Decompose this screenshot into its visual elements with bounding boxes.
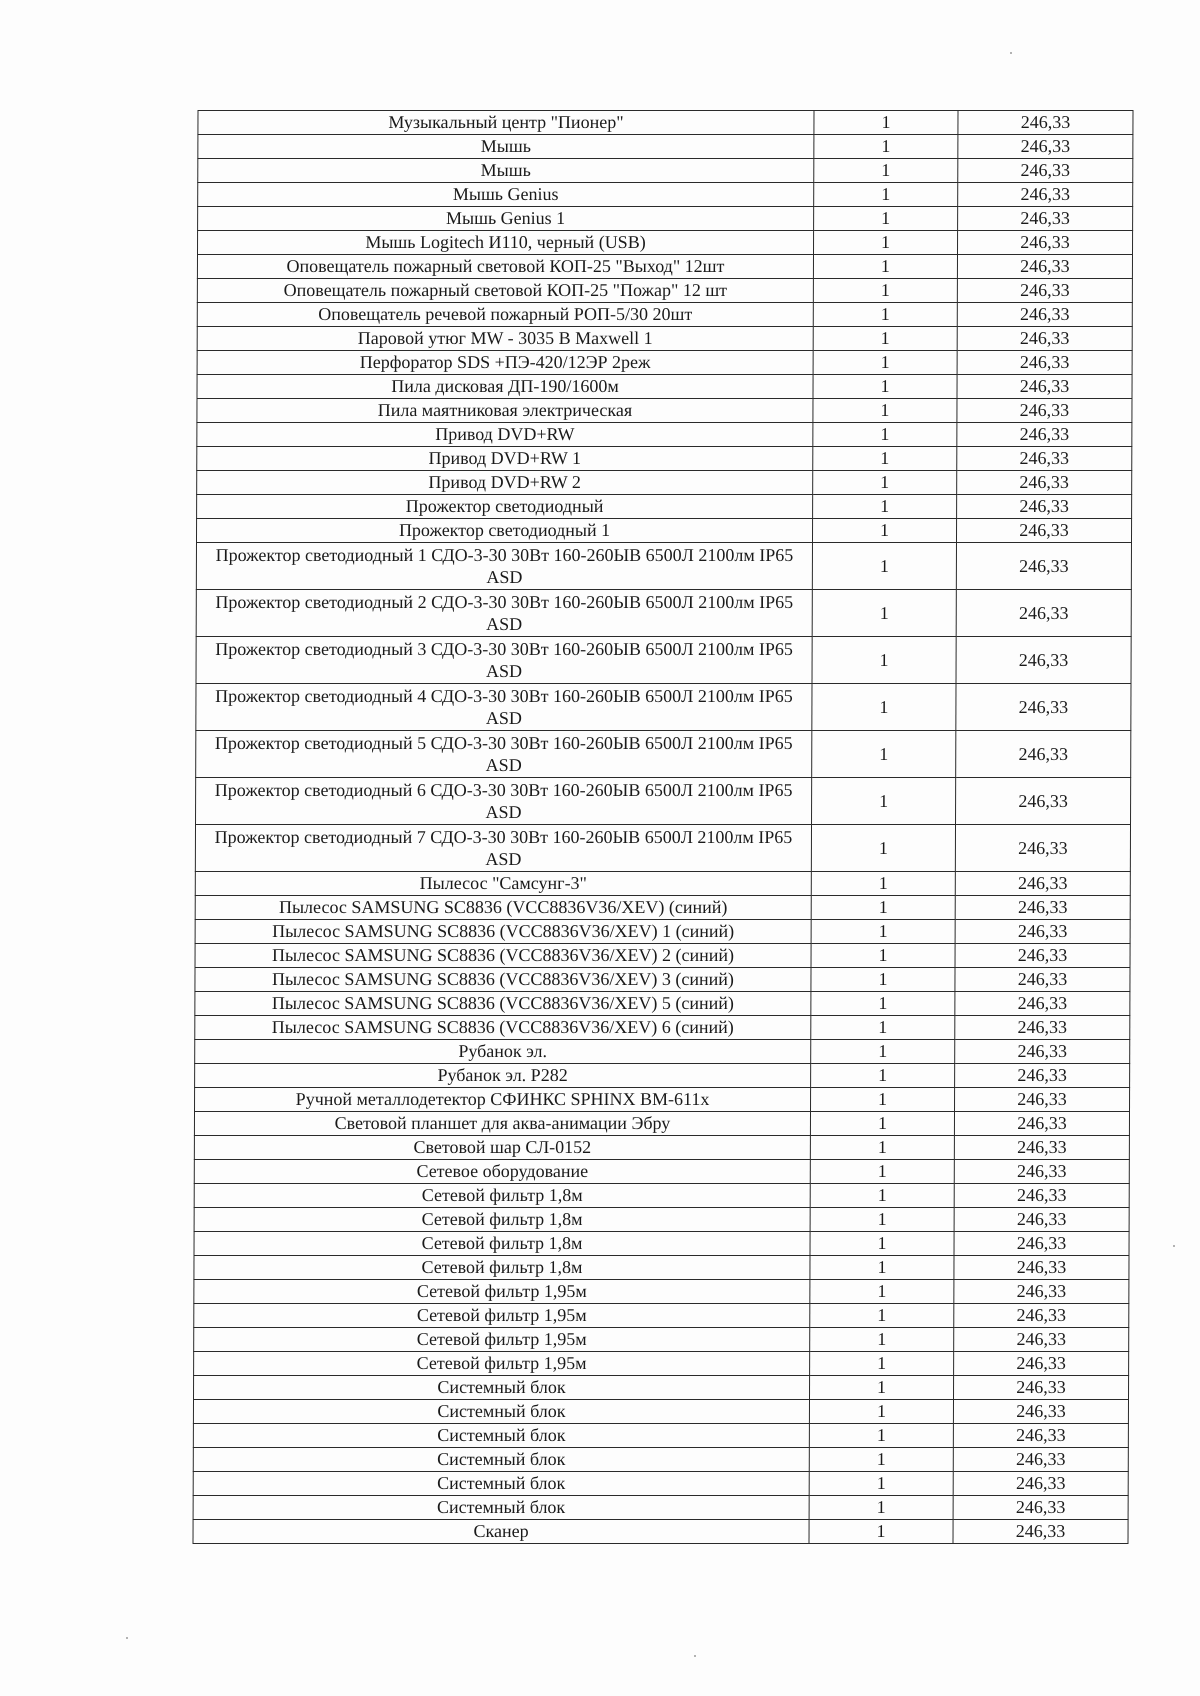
- table-row: [195, 1040, 1130, 1064]
- value-cell: 246,33: [957, 303, 1132, 327]
- value-cell: 246,33: [954, 1136, 1129, 1160]
- item-name-cell: Оповещатель пожарный световой КОП-25 "Выход" 12шт: [197, 255, 813, 279]
- item-name-cell: Сетевое оборудование: [194, 1160, 810, 1184]
- quantity-cell: 1: [813, 327, 957, 351]
- table-row: [193, 1472, 1128, 1496]
- value-cell: 246,33: [954, 1208, 1129, 1232]
- item-name-cell: Световой планшет для аква-анимации Эбру: [194, 1112, 810, 1136]
- item-name-cell: Прожектор светодиодный 2 СДО-3-30 30Вт 160-260ЫВ 6500Л 2100лм IP65 ASD: [196, 590, 812, 637]
- quantity-cell: 1: [811, 825, 955, 872]
- quantity-cell: 1: [811, 944, 955, 968]
- quantity-cell: 1: [810, 1184, 954, 1208]
- item-name-cell: Пылесос SAMSUNG SC8836 (VCC8836V36/XEV) 3 (синий): [195, 968, 811, 992]
- item-name-cell: Сетевой фильтр 1,95м: [194, 1304, 810, 1328]
- value-cell: 246,33: [954, 1232, 1129, 1256]
- item-name-cell: Сетевой фильтр 1,95м: [194, 1328, 810, 1352]
- table-row: [195, 968, 1130, 992]
- table-row: [193, 1448, 1128, 1472]
- value-cell: 246,33: [955, 1040, 1130, 1064]
- item-name-cell: Сканер: [193, 1520, 809, 1544]
- value-cell: 246,33: [953, 1424, 1128, 1448]
- quantity-cell: 1: [812, 637, 956, 684]
- table-row: [198, 207, 1133, 231]
- quantity-cell: 1: [811, 872, 955, 896]
- table-row: [197, 399, 1132, 423]
- table-row: [197, 423, 1132, 447]
- table-row: [197, 495, 1132, 519]
- table-row: [197, 351, 1132, 375]
- quantity-cell: 1: [811, 896, 955, 920]
- item-name-cell: Музыкальный центр "Пионер": [198, 111, 814, 135]
- value-cell: 246,33: [953, 1448, 1128, 1472]
- quantity-cell: 1: [810, 1232, 954, 1256]
- table-row: [195, 1064, 1130, 1088]
- item-name-cell: Прожектор светодиодный 1: [196, 519, 812, 543]
- value-cell: 246,33: [956, 543, 1131, 590]
- quantity-cell: 1: [810, 1328, 954, 1352]
- quantity-cell: 1: [812, 684, 956, 731]
- quantity-cell: 1: [813, 303, 957, 327]
- table-row: [194, 1256, 1129, 1280]
- quantity-cell: 1: [814, 111, 958, 135]
- scan-speck: [126, 1637, 128, 1639]
- quantity-cell: 1: [809, 1400, 953, 1424]
- value-cell: 246,33: [954, 1256, 1129, 1280]
- table-row: [196, 637, 1131, 684]
- item-name-cell: Сетевой фильтр 1,8м: [194, 1184, 810, 1208]
- item-name-cell: Системный блок: [193, 1496, 809, 1520]
- value-cell: 246,33: [953, 1496, 1128, 1520]
- quantity-cell: 1: [811, 1016, 955, 1040]
- item-name-cell: Пылесос SAMSUNG SC8836 (VCC8836V36/XEV) 5 (синий): [195, 992, 811, 1016]
- item-name-cell: Сетевой фильтр 1,95м: [194, 1280, 810, 1304]
- value-cell: 246,33: [956, 519, 1131, 543]
- table-row: [196, 590, 1131, 637]
- value-cell: 246,33: [958, 111, 1133, 135]
- item-name-cell: Мышь Genius: [198, 183, 814, 207]
- table-row: [197, 231, 1132, 255]
- value-cell: 246,33: [955, 992, 1130, 1016]
- table-row: [198, 135, 1133, 159]
- quantity-cell: 1: [809, 1448, 953, 1472]
- value-cell: 246,33: [957, 471, 1132, 495]
- item-name-cell: Прожектор светодиодный 3 СДО-3-30 30Вт 160-260ЫВ 6500Л 2100лм IP65 ASD: [196, 637, 812, 684]
- value-cell: 246,33: [956, 684, 1131, 731]
- value-cell: 246,33: [957, 231, 1132, 255]
- table-row: [193, 1400, 1128, 1424]
- table-row: [197, 375, 1132, 399]
- table-row: [195, 992, 1130, 1016]
- value-cell: 246,33: [954, 1280, 1129, 1304]
- value-cell: 246,33: [957, 375, 1132, 399]
- item-name-cell: Прожектор светодиодный 4 СДО-3-30 30Вт 160-260ЫВ 6500Л 2100лм IP65 ASD: [196, 684, 812, 731]
- scan-speck: [1173, 1245, 1175, 1247]
- quantity-cell: 1: [813, 471, 957, 495]
- table-row: [197, 279, 1132, 303]
- quantity-cell: 1: [813, 375, 957, 399]
- table-row: [196, 684, 1131, 731]
- table-row: [197, 471, 1132, 495]
- table-row: [195, 1016, 1130, 1040]
- item-name-cell: Системный блок: [193, 1472, 809, 1496]
- item-name-cell: Привод DVD+RW: [197, 423, 813, 447]
- value-cell: 246,33: [956, 590, 1131, 637]
- table-row: [196, 778, 1131, 825]
- quantity-cell: 1: [811, 968, 955, 992]
- item-name-cell: Системный блок: [193, 1400, 809, 1424]
- value-cell: 246,33: [954, 1328, 1129, 1352]
- table-row: [197, 327, 1132, 351]
- quantity-cell: 1: [814, 135, 958, 159]
- quantity-cell: 1: [812, 519, 956, 543]
- item-name-cell: Пылесос SAMSUNG SC8836 (VCC8836V36/XEV) 6 (синий): [195, 1016, 811, 1040]
- item-name-cell: Сетевой фильтр 1,8м: [194, 1256, 810, 1280]
- table-row: [194, 1376, 1129, 1400]
- inventory-table: [192, 110, 1133, 1544]
- item-name-cell: Системный блок: [194, 1376, 810, 1400]
- quantity-cell: 1: [809, 1520, 953, 1544]
- table-row: [194, 1280, 1129, 1304]
- quantity-cell: 1: [812, 778, 956, 825]
- quantity-cell: 1: [809, 1424, 953, 1448]
- quantity-cell: 1: [811, 1040, 955, 1064]
- table-row: [194, 1328, 1129, 1352]
- quantity-cell: 1: [814, 159, 958, 183]
- value-cell: 246,33: [957, 351, 1132, 375]
- value-cell: 246,33: [955, 1064, 1130, 1088]
- table-row: [194, 1352, 1129, 1376]
- item-name-cell: Мышь: [198, 135, 814, 159]
- item-name-cell: Пила маятниковая электрическая: [197, 399, 813, 423]
- value-cell: 246,33: [955, 896, 1130, 920]
- table-row: [198, 159, 1133, 183]
- quantity-cell: 1: [813, 231, 957, 255]
- value-cell: 246,33: [958, 159, 1133, 183]
- quantity-cell: 1: [810, 1160, 954, 1184]
- item-name-cell: Сетевой фильтр 1,8м: [194, 1232, 810, 1256]
- item-name-cell: Мышь Logitech И110, черный (USB): [197, 231, 813, 255]
- item-name-cell: Рубанок эл.: [195, 1040, 811, 1064]
- table-row: [195, 896, 1130, 920]
- item-name-cell: Прожектор светодиодный: [197, 495, 813, 519]
- item-name-cell: Системный блок: [193, 1448, 809, 1472]
- table-row: [195, 872, 1130, 896]
- item-name-cell: Пылесос SAMSUNG SC8836 (VCC8836V36/XEV) (синий): [195, 896, 811, 920]
- item-name-cell: Световой шар СЛ-0152: [194, 1136, 810, 1160]
- item-name-cell: Системный блок: [193, 1424, 809, 1448]
- quantity-cell: 1: [810, 1136, 954, 1160]
- inventory-table-body: [193, 111, 1133, 1544]
- item-name-cell: Привод DVD+RW 1: [197, 447, 813, 471]
- quantity-cell: 1: [810, 1208, 954, 1232]
- quantity-cell: 1: [813, 423, 957, 447]
- quantity-cell: 1: [809, 1472, 953, 1496]
- value-cell: 246,33: [958, 207, 1133, 231]
- value-cell: 246,33: [957, 495, 1132, 519]
- quantity-cell: 1: [813, 495, 957, 519]
- item-name-cell: Прожектор светодиодный 5 СДО-3-30 30Вт 160-260ЫВ 6500Л 2100лм IP65 ASD: [196, 731, 812, 778]
- quantity-cell: 1: [810, 1256, 954, 1280]
- item-name-cell: Прожектор светодиодный 1 СДО-3-30 30Вт 160-260ЫВ 6500Л 2100лм IP65 ASD: [196, 543, 812, 590]
- table-row: [194, 1160, 1129, 1184]
- item-name-cell: Ручной металлодетектор СФИНКС SPHINX ВМ-611х: [195, 1088, 811, 1112]
- item-name-cell: Перфоратор SDS +ПЭ-420/12ЭР 2реж: [197, 351, 813, 375]
- quantity-cell: 1: [811, 1064, 955, 1088]
- item-name-cell: Пылесос "Самсунг-3": [195, 872, 811, 896]
- quantity-cell: 1: [811, 992, 955, 1016]
- value-cell: 246,33: [957, 447, 1132, 471]
- table-row: [195, 825, 1130, 872]
- table-row: [195, 920, 1130, 944]
- table-row: [197, 303, 1132, 327]
- item-name-cell: Мышь Genius 1: [198, 207, 814, 231]
- table-row: [198, 183, 1133, 207]
- table-row: [194, 1232, 1129, 1256]
- table-row: [194, 1304, 1129, 1328]
- quantity-cell: 1: [813, 351, 957, 375]
- value-cell: 246,33: [955, 1016, 1130, 1040]
- item-name-cell: Рубанок эл. Р282: [195, 1064, 811, 1088]
- scan-speck: [694, 1655, 696, 1657]
- quantity-cell: 1: [812, 731, 956, 778]
- value-cell: 246,33: [953, 1472, 1128, 1496]
- quantity-cell: 1: [810, 1352, 954, 1376]
- value-cell: 246,33: [955, 1088, 1130, 1112]
- value-cell: 246,33: [954, 1112, 1129, 1136]
- quantity-cell: 1: [812, 590, 956, 637]
- value-cell: 246,33: [957, 399, 1132, 423]
- table-row: [193, 1520, 1128, 1544]
- value-cell: 246,33: [956, 637, 1131, 684]
- quantity-cell: 1: [811, 920, 955, 944]
- value-cell: 246,33: [957, 327, 1132, 351]
- item-name-cell: Пила дисковая ДП-190/1600м: [197, 375, 813, 399]
- value-cell: 246,33: [953, 1520, 1128, 1544]
- value-cell: 246,33: [956, 731, 1131, 778]
- table-row: [197, 447, 1132, 471]
- table-row: [194, 1136, 1129, 1160]
- value-cell: 246,33: [955, 872, 1130, 896]
- item-name-cell: Прожектор светодиодный 6 СДО-3-30 30Вт 160-260ЫВ 6500Л 2100лм IP65 ASD: [196, 778, 812, 825]
- table-row: [195, 944, 1130, 968]
- table-row: [196, 519, 1131, 543]
- value-cell: 246,33: [955, 968, 1130, 992]
- value-cell: 246,33: [955, 920, 1130, 944]
- table-row: [196, 731, 1131, 778]
- quantity-cell: 1: [812, 543, 956, 590]
- item-name-cell: Оповещатель речевой пожарный РОП-5/30 20шт: [197, 303, 813, 327]
- quantity-cell: 1: [810, 1280, 954, 1304]
- item-name-cell: Привод DVD+RW 2: [197, 471, 813, 495]
- value-cell: 246,33: [954, 1160, 1129, 1184]
- quantity-cell: 1: [813, 255, 957, 279]
- quantity-cell: 1: [813, 399, 957, 423]
- table-row: [195, 1088, 1130, 1112]
- value-cell: 246,33: [953, 1400, 1128, 1424]
- item-name-cell: Пылесос SAMSUNG SC8836 (VCC8836V36/XEV) 1 (синий): [195, 920, 811, 944]
- table-row: [194, 1208, 1129, 1232]
- value-cell: 246,33: [957, 279, 1132, 303]
- value-cell: 246,33: [955, 944, 1130, 968]
- value-cell: 246,33: [954, 1184, 1129, 1208]
- item-name-cell: Прожектор светодиодный 7 СДО-3-30 30Вт 160-260ЫВ 6500Л 2100лм IP65 ASD: [195, 825, 811, 872]
- value-cell: 246,33: [958, 183, 1133, 207]
- quantity-cell: 1: [814, 183, 958, 207]
- value-cell: 246,33: [954, 1304, 1129, 1328]
- quantity-cell: 1: [810, 1112, 954, 1136]
- quantity-cell: 1: [810, 1376, 954, 1400]
- table-row: [196, 543, 1131, 590]
- quantity-cell: 1: [814, 207, 958, 231]
- value-cell: 246,33: [957, 255, 1132, 279]
- value-cell: 246,33: [955, 825, 1130, 872]
- table-row: [198, 111, 1133, 135]
- table-row: [193, 1496, 1128, 1520]
- table-row: [194, 1184, 1129, 1208]
- table-row: [194, 1112, 1129, 1136]
- quantity-cell: 1: [811, 1088, 955, 1112]
- value-cell: 246,33: [957, 423, 1132, 447]
- item-name-cell: Мышь: [198, 159, 814, 183]
- item-name-cell: Оповещатель пожарный световой КОП-25 "Пожар" 12 шт: [197, 279, 813, 303]
- value-cell: 246,33: [954, 1376, 1129, 1400]
- scan-speck: [1010, 52, 1012, 54]
- item-name-cell: Паровой утюг MW - 3035 B Maxwell 1: [197, 327, 813, 351]
- value-cell: 246,33: [954, 1352, 1129, 1376]
- value-cell: 246,33: [956, 778, 1131, 825]
- item-name-cell: Сетевой фильтр 1,95м: [194, 1352, 810, 1376]
- table-row: [193, 1424, 1128, 1448]
- item-name-cell: Сетевой фильтр 1,8м: [194, 1208, 810, 1232]
- quantity-cell: 1: [810, 1304, 954, 1328]
- quantity-cell: 1: [813, 279, 957, 303]
- item-name-cell: Пылесос SAMSUNG SC8836 (VCC8836V36/XEV) 2 (синий): [195, 944, 811, 968]
- table-row: [197, 255, 1132, 279]
- quantity-cell: 1: [809, 1496, 953, 1520]
- value-cell: 246,33: [958, 135, 1133, 159]
- quantity-cell: 1: [813, 447, 957, 471]
